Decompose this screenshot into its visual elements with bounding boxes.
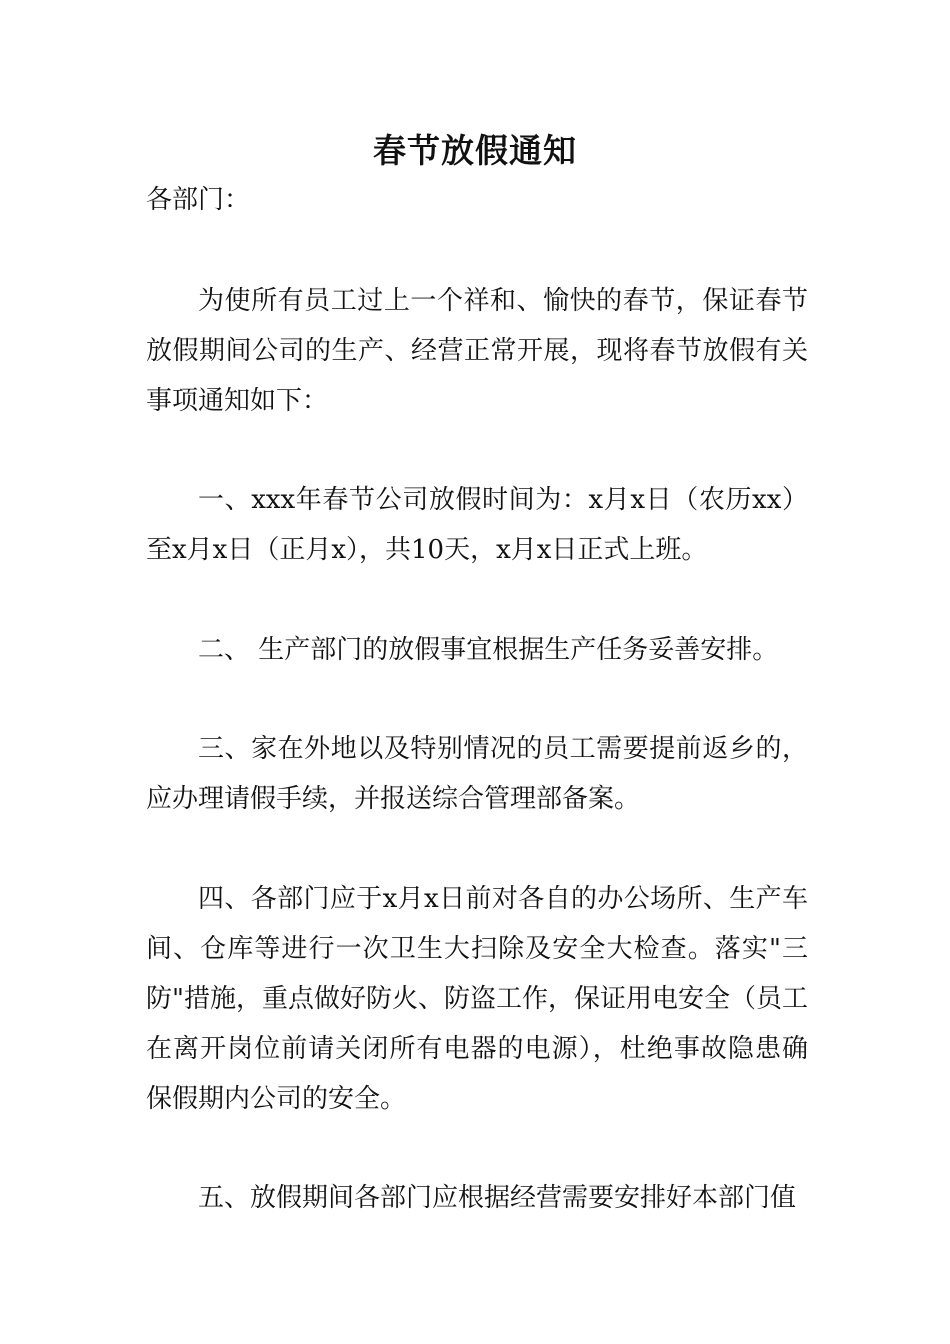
salutation: 各部门： [146,185,251,215]
paragraph-item-1: 一、xxx年春节公司放假时间为：x月x日（农历xx）至x月x日（正月x），共10天，x月x日正式上班。 [146,485,808,565]
paragraph-item-2: 二、 生产部门的放假事宜根据生产任务妥善安排。 [198,635,779,665]
document-title: 春节放假通知 [373,131,577,170]
paragraph-intro: 为使所有员工过上一个祥和、愉快的春节，保证春节放假期间公司的生产、经营正常开展，现将春节放假有关事项通知如下： [146,286,808,416]
paragraph-item-5: 五、放假期间各部门应根据经营需要安排好本部门值 [198,1183,797,1213]
paragraph-item-3: 三、家在外地以及特别情况的员工需要提前返乡的，应办理请假手续，并报送综合管理部备案。 [146,734,808,814]
paragraph-item-4: 四、各部门应于x月x日前对各自的办公场所、生产车间、仓库等进行一次卫生大扫除及安全大检查。落实"三防"措施，重点做好防火、防盗工作，保证用电安全（员工在离开岗位前请关闭所有电器的电源），杜绝事故隐患确保假期内公司的安全。 [146,884,808,1114]
